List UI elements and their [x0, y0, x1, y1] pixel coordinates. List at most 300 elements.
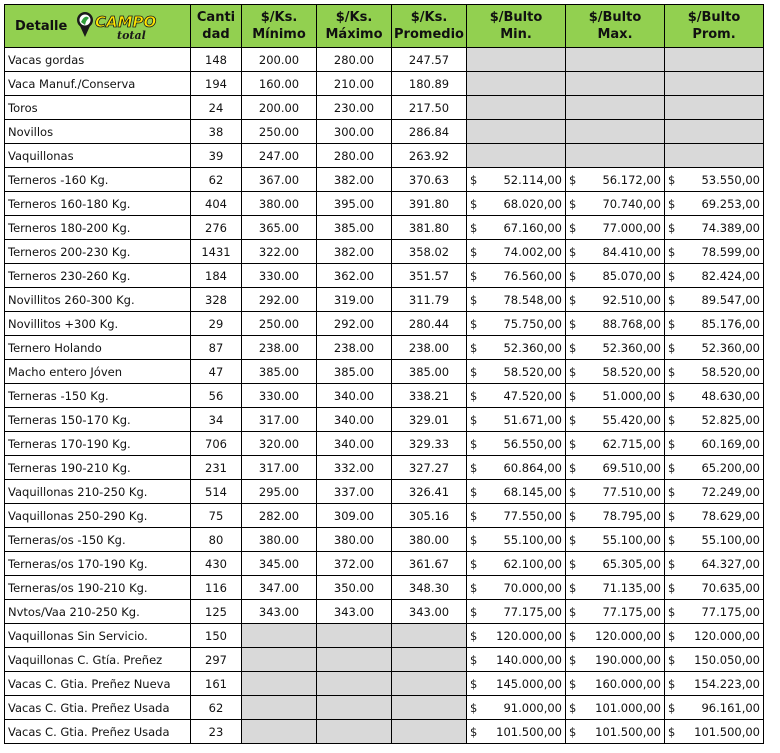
currency-symbol: $ [569, 196, 577, 211]
cell-kg-max: 292.00 [317, 312, 392, 336]
cell-kg-max: 340.00 [317, 384, 392, 408]
currency-symbol: $ [470, 460, 478, 475]
cell-bulto-max [566, 624, 665, 648]
cell-detalle: Nvtos/Vaa 210-250 Kg. [5, 600, 191, 624]
table-row [5, 384, 764, 408]
currency-symbol: $ [668, 268, 676, 283]
currency-symbol: $ [569, 364, 577, 379]
cell-kg-max: 385.00 [317, 360, 392, 384]
money-value: 145.000,00 [496, 676, 562, 691]
cell-bulto-prom [665, 648, 764, 672]
cell-kg-max: 340.00 [317, 408, 392, 432]
cell-bulto-prom [665, 576, 764, 600]
cell-bulto-min [467, 72, 566, 96]
header-kg-max: $/Ks. Máximo [317, 5, 392, 48]
header-kg-min: $/Ks. Mínimo [242, 5, 317, 48]
money-value: 150.050,00 [694, 652, 760, 667]
money-value: 55.420,00 [602, 412, 661, 427]
currency-symbol: $ [470, 292, 478, 307]
table-row [5, 528, 764, 552]
table-row [5, 72, 764, 96]
currency-symbol: $ [470, 532, 478, 547]
money-value: 101.500,00 [496, 724, 562, 739]
money-value: 78.629,00 [701, 508, 760, 523]
cell-kg-min: 317.00 [242, 456, 317, 480]
cell-bulto-min [467, 720, 566, 744]
cell-detalle: Toros [5, 96, 191, 120]
cell-kg-min: 317.00 [242, 408, 317, 432]
money-value: 58.520,00 [503, 364, 562, 379]
cell-kg-min: 367.00 [242, 168, 317, 192]
money-value: 51.671,00 [503, 412, 562, 427]
money-value: 120.000,00 [496, 628, 562, 643]
currency-symbol: $ [569, 172, 577, 187]
cell-kg-min: 250.00 [242, 312, 317, 336]
cell-kg-prom: 370.63 [392, 168, 467, 192]
cell-detalle: Terneros 200-230 Kg. [5, 240, 191, 264]
money-value: 154.223,00 [694, 676, 760, 691]
cell-bulto-min [467, 528, 566, 552]
cell-bulto-prom [665, 72, 764, 96]
cell-kg-min [242, 696, 317, 720]
cell-bulto-min [467, 456, 566, 480]
currency-symbol: $ [470, 700, 478, 715]
campo-total-logo-icon [75, 8, 161, 44]
money-value: 77.175,00 [503, 604, 562, 619]
cell-cantidad: 514 [191, 480, 242, 504]
money-value: 101.000,00 [595, 700, 661, 715]
cell-bulto-max [566, 432, 665, 456]
cell-bulto-prom [665, 144, 764, 168]
money-value: 88.768,00 [602, 316, 661, 331]
money-value: 69.253,00 [701, 196, 760, 211]
cell-bulto-min [467, 504, 566, 528]
money-value: 101.500,00 [595, 724, 661, 739]
cell-detalle: Vaca Manuf./Conserva [5, 72, 191, 96]
cell-kg-prom: 280.44 [392, 312, 467, 336]
cell-bulto-prom [665, 624, 764, 648]
currency-symbol: $ [569, 412, 577, 427]
currency-symbol: $ [470, 508, 478, 523]
cell-bulto-prom [665, 288, 764, 312]
cell-bulto-prom [665, 168, 764, 192]
currency-symbol: $ [470, 628, 478, 643]
currency-symbol: $ [569, 700, 577, 715]
cell-kg-max: 300.00 [317, 120, 392, 144]
table-row [5, 720, 764, 744]
table-row [5, 408, 764, 432]
currency-symbol: $ [668, 172, 676, 187]
cell-detalle: Terneras/os -150 Kg. [5, 528, 191, 552]
cell-kg-prom: 238.00 [392, 336, 467, 360]
cell-bulto-max [566, 168, 665, 192]
cell-kg-prom: 326.41 [392, 480, 467, 504]
cell-kg-prom: 180.89 [392, 72, 467, 96]
currency-symbol: $ [569, 292, 577, 307]
money-value: 120.000,00 [595, 628, 661, 643]
cell-kg-prom: 329.01 [392, 408, 467, 432]
money-value: 68.145,00 [503, 484, 562, 499]
table-row [5, 432, 764, 456]
table-row [5, 624, 764, 648]
header-detalle-label: Detalle [15, 18, 68, 34]
money-value: 74.389,00 [701, 220, 760, 235]
money-value: 56.172,00 [602, 172, 661, 187]
currency-symbol: $ [569, 268, 577, 283]
currency-symbol: $ [569, 628, 577, 643]
cell-cantidad: 161 [191, 672, 242, 696]
currency-symbol: $ [569, 724, 577, 739]
cell-kg-prom [392, 672, 467, 696]
cell-cantidad: 125 [191, 600, 242, 624]
cell-bulto-max [566, 576, 665, 600]
cell-cantidad: 29 [191, 312, 242, 336]
currency-symbol: $ [668, 412, 676, 427]
money-value: 60.864,00 [503, 460, 562, 475]
cell-bulto-min [467, 144, 566, 168]
cell-kg-max: 280.00 [317, 48, 392, 72]
currency-symbol: $ [569, 340, 577, 355]
cell-bulto-min [467, 408, 566, 432]
cell-kg-prom [392, 696, 467, 720]
cell-bulto-max [566, 336, 665, 360]
cell-bulto-prom [665, 264, 764, 288]
money-value: 52.360,00 [602, 340, 661, 355]
cell-kg-min: 250.00 [242, 120, 317, 144]
cell-detalle: Vaquillonas 210-250 Kg. [5, 480, 191, 504]
cell-kg-min: 200.00 [242, 96, 317, 120]
currency-symbol: $ [668, 436, 676, 451]
cell-kg-max: 210.00 [317, 72, 392, 96]
cell-cantidad: 23 [191, 720, 242, 744]
currency-symbol: $ [470, 484, 478, 499]
table-row [5, 696, 764, 720]
cell-kg-min: 345.00 [242, 552, 317, 576]
header-row [5, 5, 764, 48]
money-value: 68.020,00 [503, 196, 562, 211]
currency-symbol: $ [569, 484, 577, 499]
money-value: 70.000,00 [503, 580, 562, 595]
currency-symbol: $ [668, 604, 676, 619]
cell-bulto-max [566, 720, 665, 744]
money-value: 52.360,00 [701, 340, 760, 355]
cell-bulto-max [566, 408, 665, 432]
cell-bulto-prom [665, 360, 764, 384]
cell-cantidad: 87 [191, 336, 242, 360]
money-value: 190.000,00 [595, 652, 661, 667]
cell-detalle: Terneras 150-170 Kg. [5, 408, 191, 432]
cell-kg-min [242, 624, 317, 648]
cell-kg-min: 330.00 [242, 264, 317, 288]
cell-bulto-max [566, 264, 665, 288]
cell-bulto-prom [665, 48, 764, 72]
cell-bulto-prom [665, 672, 764, 696]
currency-symbol: $ [569, 580, 577, 595]
currency-symbol: $ [668, 388, 676, 403]
money-value: 52.114,00 [503, 172, 562, 187]
currency-symbol: $ [668, 340, 676, 355]
header-kg-prom: $/Ks. Promedio [392, 5, 467, 48]
money-value: 64.327,00 [701, 556, 760, 571]
cell-kg-min: 365.00 [242, 216, 317, 240]
money-value: 47.520,00 [503, 388, 562, 403]
table-row [5, 336, 764, 360]
cell-detalle: Vaquillonas Sin Servicio. [5, 624, 191, 648]
cell-detalle: Novillitos +300 Kg. [5, 312, 191, 336]
cell-kg-prom: 361.67 [392, 552, 467, 576]
cell-kg-max: 382.00 [317, 240, 392, 264]
money-value: 60.169,00 [701, 436, 760, 451]
currency-symbol: $ [569, 220, 577, 235]
table-row [5, 240, 764, 264]
cell-bulto-max [566, 192, 665, 216]
cell-cantidad: 24 [191, 96, 242, 120]
header-bulto-prom: $/Bulto Prom. [665, 5, 764, 48]
cell-kg-prom: 381.80 [392, 216, 467, 240]
campo-total-logo [75, 8, 161, 44]
cell-bulto-min [467, 168, 566, 192]
cell-cantidad: 148 [191, 48, 242, 72]
table-row [5, 504, 764, 528]
currency-symbol: $ [668, 316, 676, 331]
table-row [5, 216, 764, 240]
money-value: 62.715,00 [602, 436, 661, 451]
cell-kg-min [242, 720, 317, 744]
cell-detalle: Vaquillonas C. Gtía. Preñez [5, 648, 191, 672]
cell-cantidad: 297 [191, 648, 242, 672]
table-body [5, 48, 764, 744]
currency-symbol: $ [569, 460, 577, 475]
table-row [5, 168, 764, 192]
money-value: 65.200,00 [701, 460, 760, 475]
svg-text:CAMPO: CAMPO [95, 13, 157, 31]
money-value: 77.175,00 [701, 604, 760, 619]
cell-cantidad: 404 [191, 192, 242, 216]
money-value: 89.547,00 [701, 292, 760, 307]
header-detalle [5, 5, 191, 48]
price-table [4, 4, 764, 744]
table-row [5, 120, 764, 144]
cell-detalle: Terneras -150 Kg. [5, 384, 191, 408]
cell-detalle: Vacas C. Gtia. Preñez Usada [5, 720, 191, 744]
currency-symbol: $ [470, 412, 478, 427]
cell-kg-prom: 329.33 [392, 432, 467, 456]
currency-symbol: $ [470, 604, 478, 619]
currency-symbol: $ [569, 388, 577, 403]
cell-kg-prom: 327.27 [392, 456, 467, 480]
header-cantidad: Canti dad [191, 5, 242, 48]
money-value: 75.750,00 [503, 316, 562, 331]
cell-bulto-max [566, 528, 665, 552]
cell-bulto-min [467, 384, 566, 408]
cell-kg-max: 230.00 [317, 96, 392, 120]
table-row [5, 288, 764, 312]
cell-bulto-prom [665, 504, 764, 528]
money-value: 78.548,00 [503, 292, 562, 307]
cell-kg-max: 385.00 [317, 216, 392, 240]
money-value: 84.410,00 [602, 244, 661, 259]
table-row [5, 480, 764, 504]
cell-kg-min: 292.00 [242, 288, 317, 312]
cell-bulto-max [566, 504, 665, 528]
cell-kg-max: 319.00 [317, 288, 392, 312]
money-value: 62.100,00 [503, 556, 562, 571]
cell-bulto-prom [665, 480, 764, 504]
cell-cantidad: 276 [191, 216, 242, 240]
cell-bulto-max [566, 360, 665, 384]
cell-detalle: Vacas C. Gtia. Preñez Nueva [5, 672, 191, 696]
currency-symbol: $ [470, 556, 478, 571]
cell-detalle: Vaquillonas [5, 144, 191, 168]
currency-symbol: $ [668, 700, 676, 715]
cell-detalle: Terneras/os 190-210 Kg. [5, 576, 191, 600]
currency-symbol: $ [569, 508, 577, 523]
table-row [5, 600, 764, 624]
cell-kg-max: 337.00 [317, 480, 392, 504]
cell-kg-min: 320.00 [242, 432, 317, 456]
money-value: 92.510,00 [602, 292, 661, 307]
cell-kg-max: 280.00 [317, 144, 392, 168]
table-row [5, 576, 764, 600]
money-value: 56.550,00 [503, 436, 562, 451]
money-value: 78.795,00 [602, 508, 661, 523]
currency-symbol: $ [470, 388, 478, 403]
cell-bulto-max [566, 240, 665, 264]
price-sheet [4, 4, 764, 744]
cell-bulto-max [566, 480, 665, 504]
cell-kg-prom: 351.57 [392, 264, 467, 288]
cell-detalle: Terneros 230-260 Kg. [5, 264, 191, 288]
money-value: 55.100,00 [602, 532, 661, 547]
cell-kg-max [317, 672, 392, 696]
currency-symbol: $ [470, 436, 478, 451]
cell-kg-max [317, 624, 392, 648]
cell-kg-prom: 380.00 [392, 528, 467, 552]
cell-bulto-max [566, 72, 665, 96]
cell-bulto-max [566, 144, 665, 168]
cell-kg-max: 340.00 [317, 432, 392, 456]
money-value: 70.740,00 [602, 196, 661, 211]
cell-cantidad: 150 [191, 624, 242, 648]
cell-cantidad: 56 [191, 384, 242, 408]
cell-bulto-prom [665, 120, 764, 144]
currency-symbol: $ [470, 316, 478, 331]
money-value: 52.360,00 [503, 340, 562, 355]
currency-symbol: $ [470, 580, 478, 595]
cell-cantidad: 62 [191, 696, 242, 720]
money-value: 78.599,00 [701, 244, 760, 259]
currency-symbol: $ [569, 244, 577, 259]
money-value: 82.424,00 [701, 268, 760, 283]
cell-bulto-min [467, 192, 566, 216]
cell-bulto-max [566, 648, 665, 672]
cell-detalle: Novillos [5, 120, 191, 144]
cell-kg-max: 343.00 [317, 600, 392, 624]
money-value: 65.305,00 [602, 556, 661, 571]
cell-bulto-prom [665, 528, 764, 552]
cell-cantidad: 430 [191, 552, 242, 576]
cell-bulto-min [467, 360, 566, 384]
currency-symbol: $ [569, 316, 577, 331]
cell-bulto-max [566, 672, 665, 696]
money-value: 101.500,00 [694, 724, 760, 739]
cell-detalle: Vaquillonas 250-290 Kg. [5, 504, 191, 528]
currency-symbol: $ [668, 460, 676, 475]
money-value: 77.000,00 [602, 220, 661, 235]
cell-cantidad: 39 [191, 144, 242, 168]
table-row [5, 144, 764, 168]
cell-detalle: Terneros -160 Kg. [5, 168, 191, 192]
table-row [5, 360, 764, 384]
cell-kg-max: 395.00 [317, 192, 392, 216]
cell-cantidad: 194 [191, 72, 242, 96]
cell-cantidad: 34 [191, 408, 242, 432]
cell-bulto-min [467, 264, 566, 288]
cell-bulto-prom [665, 312, 764, 336]
cell-kg-max: 380.00 [317, 528, 392, 552]
money-value: 77.175,00 [602, 604, 661, 619]
cell-kg-prom: 385.00 [392, 360, 467, 384]
currency-symbol: $ [668, 292, 676, 307]
table-row [5, 192, 764, 216]
cell-bulto-prom [665, 216, 764, 240]
cell-detalle: Terneras 190-210 Kg. [5, 456, 191, 480]
cell-kg-min: 160.00 [242, 72, 317, 96]
svg-text:total: total [117, 29, 147, 42]
cell-cantidad: 706 [191, 432, 242, 456]
cell-kg-max: 382.00 [317, 168, 392, 192]
cell-bulto-min [467, 96, 566, 120]
cell-kg-min: 380.00 [242, 528, 317, 552]
cell-kg-max: 332.00 [317, 456, 392, 480]
table-header [5, 5, 764, 48]
cell-bulto-prom [665, 96, 764, 120]
cell-bulto-prom [665, 192, 764, 216]
cell-kg-min: 347.00 [242, 576, 317, 600]
cell-cantidad: 38 [191, 120, 242, 144]
table-row [5, 96, 764, 120]
cell-bulto-prom [665, 696, 764, 720]
cell-cantidad: 47 [191, 360, 242, 384]
cell-bulto-min [467, 240, 566, 264]
cell-detalle: Terneros 180-200 Kg. [5, 216, 191, 240]
cell-kg-min: 238.00 [242, 336, 317, 360]
cell-kg-max: 372.00 [317, 552, 392, 576]
cell-bulto-max [566, 552, 665, 576]
table-row [5, 48, 764, 72]
money-value: 70.635,00 [701, 580, 760, 595]
money-value: 51.000,00 [602, 388, 661, 403]
cell-kg-prom: 247.57 [392, 48, 467, 72]
header-bulto-max: $/Bulto Max. [566, 5, 665, 48]
cell-bulto-max [566, 456, 665, 480]
cell-bulto-prom [665, 408, 764, 432]
cell-bulto-min [467, 648, 566, 672]
cell-cantidad: 184 [191, 264, 242, 288]
cell-bulto-min [467, 600, 566, 624]
money-value: 76.560,00 [503, 268, 562, 283]
cell-bulto-min [467, 48, 566, 72]
table-row [5, 672, 764, 696]
cell-bulto-min [467, 576, 566, 600]
cell-bulto-max [566, 48, 665, 72]
currency-symbol: $ [470, 244, 478, 259]
cell-detalle: Terneros 160-180 Kg. [5, 192, 191, 216]
currency-symbol: $ [668, 652, 676, 667]
money-value: 55.100,00 [701, 532, 760, 547]
cell-bulto-max [566, 696, 665, 720]
cell-bulto-max [566, 600, 665, 624]
